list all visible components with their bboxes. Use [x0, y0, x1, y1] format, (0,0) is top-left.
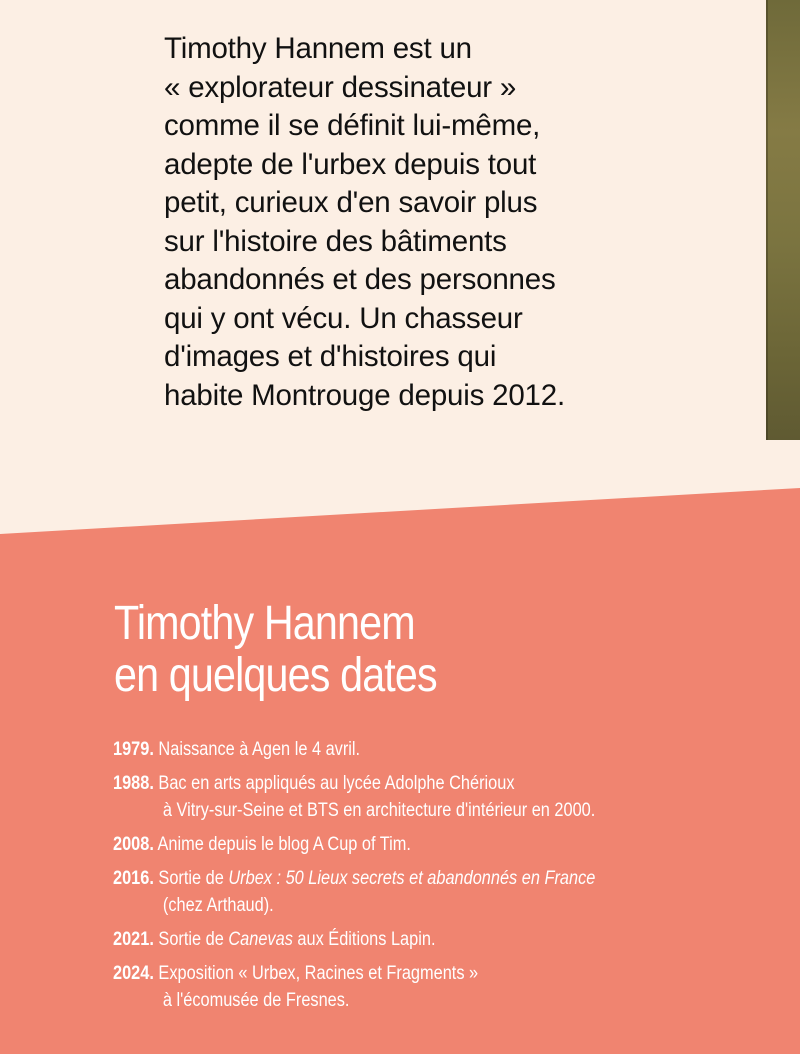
timeline-text: Naissance à Agen le 4 avril. [158, 739, 361, 760]
timeline-year: 2008. [113, 834, 154, 855]
timeline-entry [113, 831, 663, 858]
timeline-year: 2024. [113, 963, 154, 984]
book-title: Urbex : 50 Lieux secrets et abandonnés en France [228, 868, 596, 889]
intro-line: qui y ont vécu. Un chasseur [164, 301, 523, 335]
timeline-entry [113, 770, 663, 824]
intro-line: adepte de l'urbex depuis tout [164, 147, 537, 181]
title-line-1: Timothy Hannem [114, 597, 415, 650]
timeline-year: 1988. [113, 773, 154, 794]
timeline-entry [113, 926, 663, 953]
timeline-text-continued: à Vitry-sur-Seine et BTS en architecture d'intérieur en 2000. [162, 800, 596, 821]
intro-line: comme il se définit lui-même, [164, 109, 541, 142]
timeline-year: 1979. [113, 739, 154, 760]
intro-paragraph [164, 30, 724, 415]
intro-line: habite Montrouge depuis 2012. [164, 378, 565, 412]
timeline-year: 2016. [113, 868, 154, 889]
intro-line: d'images et d'histoires qui [164, 340, 497, 373]
timeline-text: Anime depuis le blog A Cup of Tim. [157, 834, 411, 855]
timeline-text-suffix: aux Éditions Lapin. [292, 929, 436, 950]
timeline-text: Exposition « Urbex, Racines et Fragments » [158, 963, 479, 984]
timeline-list [113, 736, 663, 1021]
timeline-entry [113, 865, 663, 919]
photo-edge-image [766, 0, 800, 440]
intro-line: « explorateur dessinateur » [164, 70, 517, 104]
timeline-text-continued: à l'écomusée de Fresnes. [162, 990, 350, 1011]
timeline-text-prefix: Sortie de [158, 868, 229, 889]
dates-section-title [114, 598, 630, 702]
intro-line: sur l'histoire des bâtiments [164, 224, 507, 258]
title-line-2: en quelques dates [114, 649, 437, 702]
timeline-entry [113, 736, 663, 763]
timeline-text-prefix: Sortie de [158, 929, 229, 950]
timeline-year: 2021. [113, 929, 154, 950]
intro-line: abandonnés et des personnes [164, 263, 556, 296]
intro-line: Timothy Hannem est un [164, 32, 472, 65]
timeline-text-continued: (chez Arthaud). [162, 895, 274, 916]
intro-line: petit, curieux d'en savoir plus [164, 186, 538, 219]
timeline-entry [113, 960, 663, 1014]
book-title: Canevas [228, 929, 293, 950]
timeline-text: Bac en arts appliqués au lycée Adolphe Chérioux [158, 773, 515, 794]
